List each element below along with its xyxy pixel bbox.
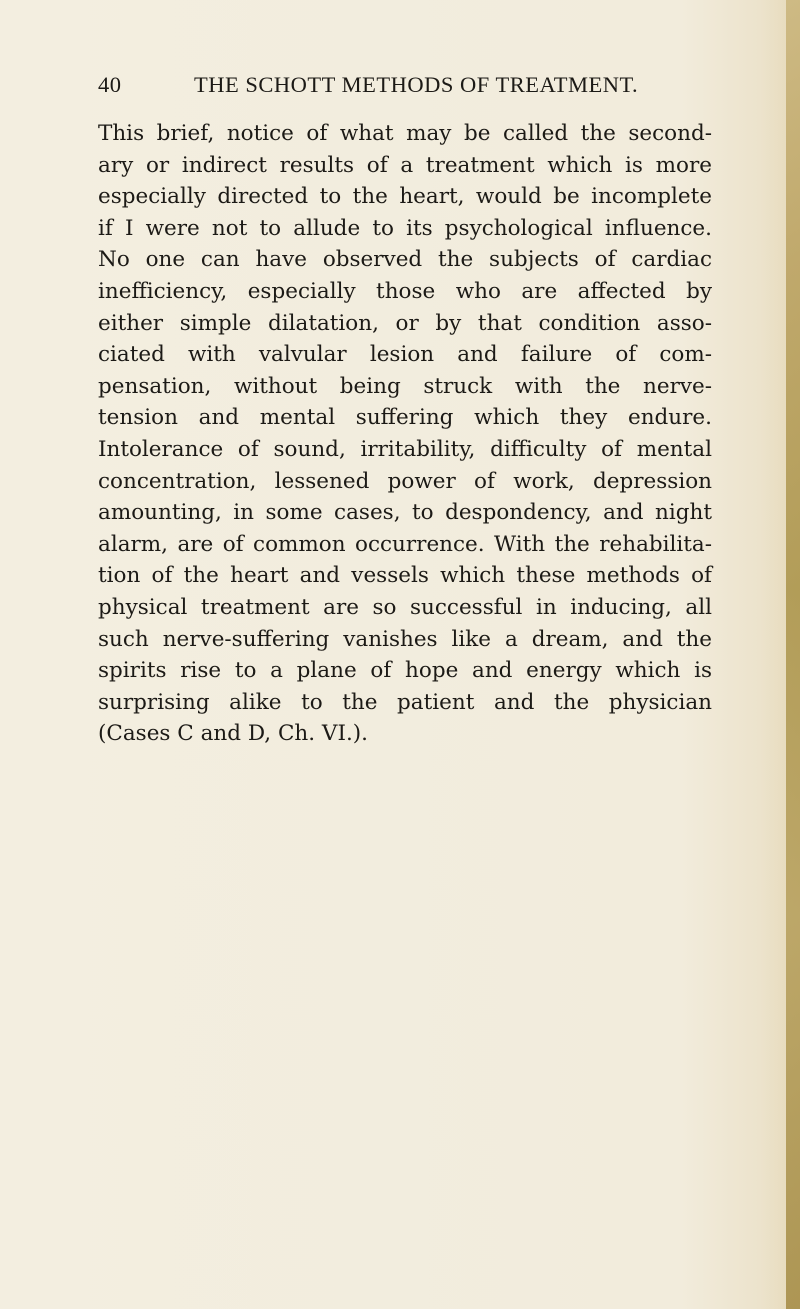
text-line: pensation, without being struck with the nerve- [98, 373, 712, 399]
text-line: This brief, notice of what may be called the second- [98, 121, 712, 146]
text-line: tion of the heart and vessels which these methods of [98, 563, 712, 589]
text-line: amounting, in some cases, to despondency, and night [98, 500, 712, 526]
text-line: tension and mental suffering which they endure. [98, 405, 712, 431]
page-number: 40 [98, 72, 122, 97]
text-line: spirits rise to a plane of hope and energy which is [98, 658, 712, 684]
page-header [98, 72, 698, 106]
text-line: ciated with valvular lesion and failure of com- [98, 342, 712, 368]
text-line: alarm, are of common occurrence. With the rehabilita- [98, 531, 712, 557]
text-line: if I were not to allude to its psychological influence. [98, 215, 712, 241]
text-line: either simple dilatation, or by that condition asso- [98, 310, 712, 336]
text-line: surprising alike to the patient and the physician [98, 689, 712, 715]
text-line: such nerve-suffering vanishes like a dream, and the [98, 626, 712, 652]
text-line: especially directed to the heart, would be incomplete [98, 184, 712, 210]
body-paragraph [98, 118, 712, 750]
text-line: concentration, lessened power of work, depression [98, 468, 712, 494]
text-line: ary or indirect results of a treatment which is more [98, 152, 712, 178]
running-title: THE SCHOTT METHODS OF TREATMENT. [194, 72, 639, 97]
text-line-last: (Cases C and D, Ch. VI.). [98, 721, 369, 747]
text-line: Intolerance of sound, irritability, difficulty of mental [98, 436, 712, 462]
text-line: inefficiency, especially those who are affected by [98, 278, 712, 304]
text-line: No one can have observed the subjects of cardiac [98, 247, 712, 273]
page-edge-shadow [786, 0, 800, 1309]
text-line: physical treatment are so successful in inducing, all [98, 594, 712, 620]
